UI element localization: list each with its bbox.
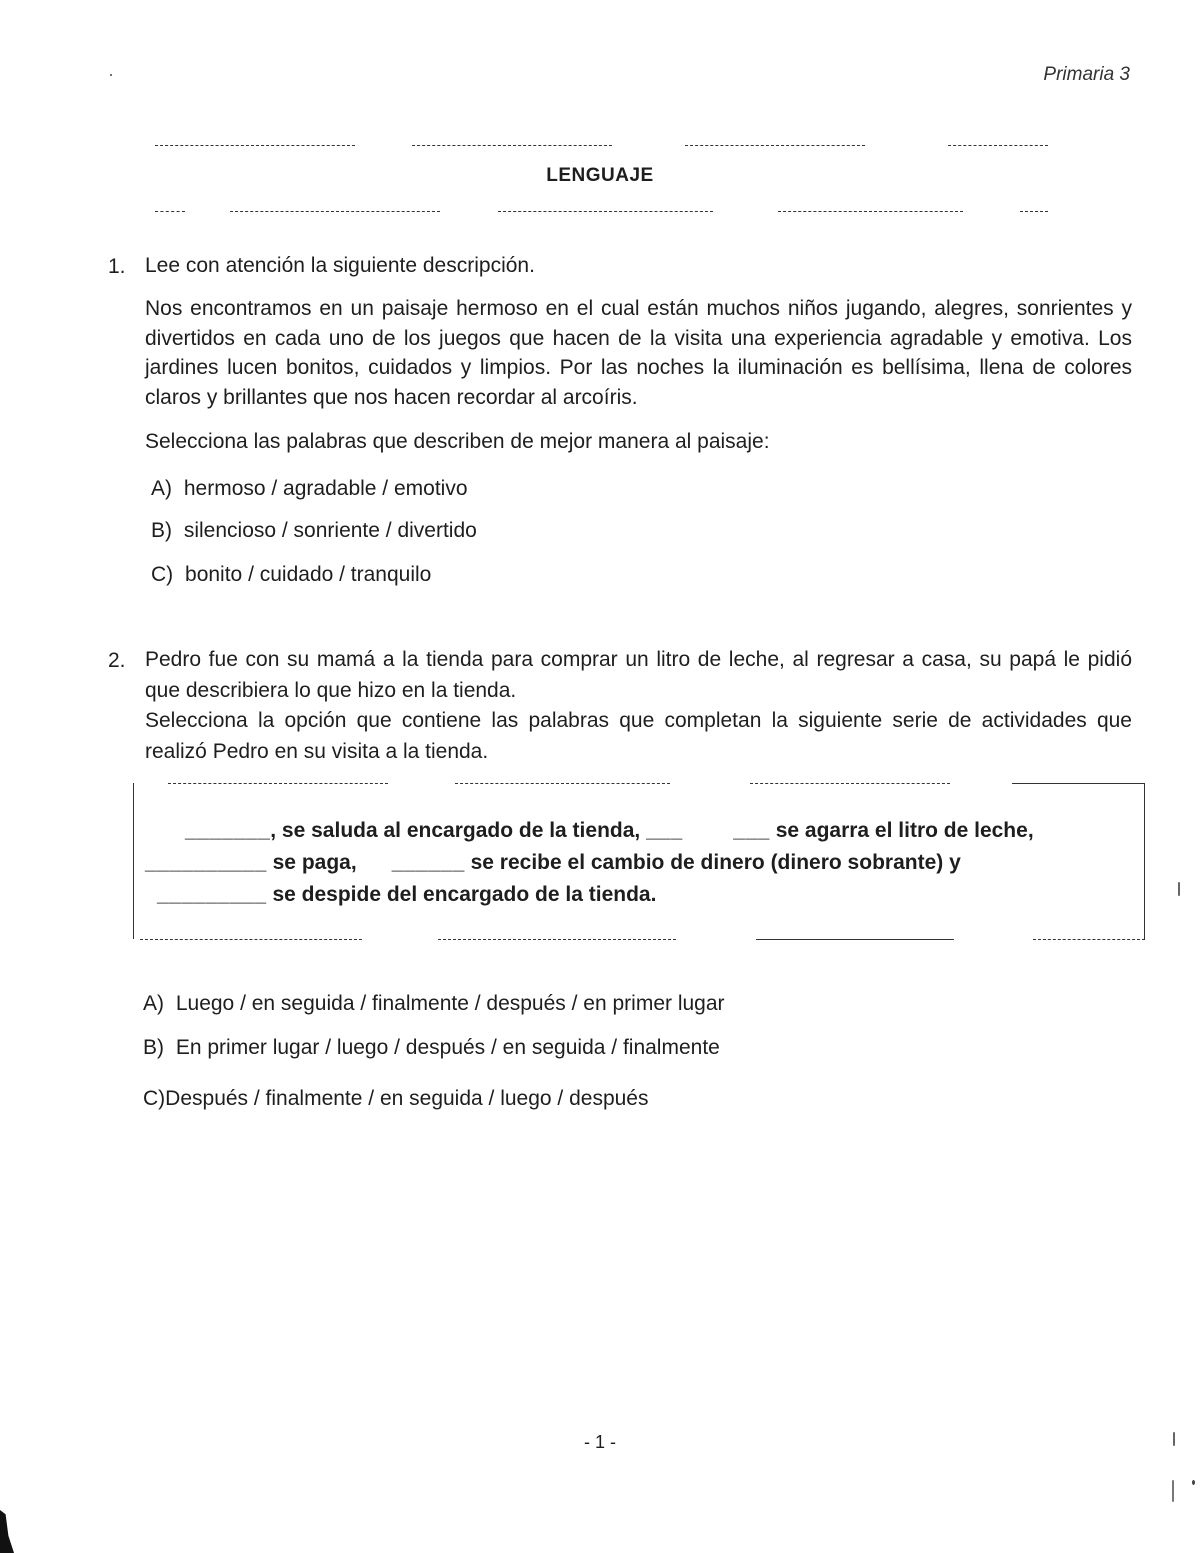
sequence-segment-2: se agarra el litro de leche, xyxy=(769,819,1034,842)
sequence-segment-5: se despide del encargado de la tienda. xyxy=(266,883,657,906)
option-letter: B) xyxy=(151,519,172,542)
sequence-segment-4: se recibe el cambio de dinero (dinero sobrante) y xyxy=(464,851,961,874)
bottom-dashed-rule xyxy=(150,211,1050,213)
scan-speck xyxy=(110,74,112,76)
option-text: Después / finalmente / en seguida / luego / después xyxy=(165,1087,649,1110)
option-letter: C) xyxy=(151,563,174,586)
option-letter: A) xyxy=(151,477,172,500)
question-1-prompt: Lee con atención la siguiente descripción. xyxy=(145,254,535,277)
top-dashed-rule xyxy=(150,145,1050,147)
question-1-instruction: Selecciona las palabras que describen de mejor manera al paisaje: xyxy=(145,430,770,453)
blank-3[interactable]: __________ xyxy=(145,851,267,874)
question-1-option-b[interactable] xyxy=(151,519,477,543)
question-2-option-b[interactable] xyxy=(143,1036,720,1060)
question-2-option-c[interactable] xyxy=(143,1087,649,1111)
scan-speck xyxy=(1178,882,1180,896)
option-text: En primer lugar / luego / después / en seguida / finalmente xyxy=(175,1036,720,1059)
option-letter: B) xyxy=(143,1036,164,1059)
scan-corner-mark xyxy=(0,1510,14,1553)
blank-4[interactable]: ______ xyxy=(391,851,465,874)
option-text: bonito / cuidado / tranquilo xyxy=(185,563,432,586)
question-1-option-c[interactable] xyxy=(151,563,431,587)
option-letter: A) xyxy=(143,992,164,1015)
question-2-number: 2. xyxy=(108,649,126,672)
sequence-segment-1: , se saluda al encargado de la tienda, xyxy=(270,819,641,842)
blank-2[interactable]: ___ ___ xyxy=(646,819,770,842)
question-2-option-a[interactable] xyxy=(143,992,725,1016)
blank-5[interactable]: _________ xyxy=(157,883,267,906)
scan-speck xyxy=(1172,1480,1174,1502)
question-1-number: 1. xyxy=(108,255,126,278)
option-text: Luego / en seguida / finalmente / después / en primer lugar xyxy=(175,992,725,1015)
scan-speck xyxy=(1192,1480,1195,1485)
option-text: silencioso / sonriente / divertido xyxy=(183,519,477,542)
sequence-segment-3: se paga, xyxy=(266,851,357,874)
question-1-option-a[interactable] xyxy=(151,477,468,501)
fill-in-sequence xyxy=(145,815,1130,911)
option-text: hermoso / agradable / emotivo xyxy=(183,477,468,500)
blank-1[interactable]: _______ xyxy=(185,819,271,842)
question-1-passage: Nos encontramos en un paisaje hermoso en el cual están muchos niños jugando, alegres, sonrientes y divertidos en cada uno de los juegos que hacen de la visita una experiencia agradable y emotiva. Los jardines lucen bonitos, cuidados y limpios. Por las noches la iluminación es bellísima, llena de colores claros y brillantes que nos hacen recordar al arcoíris. xyxy=(145,297,1132,409)
option-letter: C) xyxy=(143,1087,166,1110)
box-bottom-rule xyxy=(140,939,1145,941)
grade-label: Primaria 3 xyxy=(1043,64,1130,85)
section-title: LENGUAJE xyxy=(546,165,654,186)
question-2-instruction: Selecciona la opción que contiene las palabras que completan la siguiente serie de actividades que realizó Pedro en su visita a la tienda. xyxy=(145,709,1132,763)
question-2-prompt: Pedro fue con su mamá a la tienda para comprar un litro de leche, al regresar a casa, su papá le pidió que describiera lo que hizo en la tienda. xyxy=(145,648,1132,702)
scan-speck xyxy=(1173,1432,1175,1446)
page-number: - 1 - xyxy=(583,1432,616,1452)
